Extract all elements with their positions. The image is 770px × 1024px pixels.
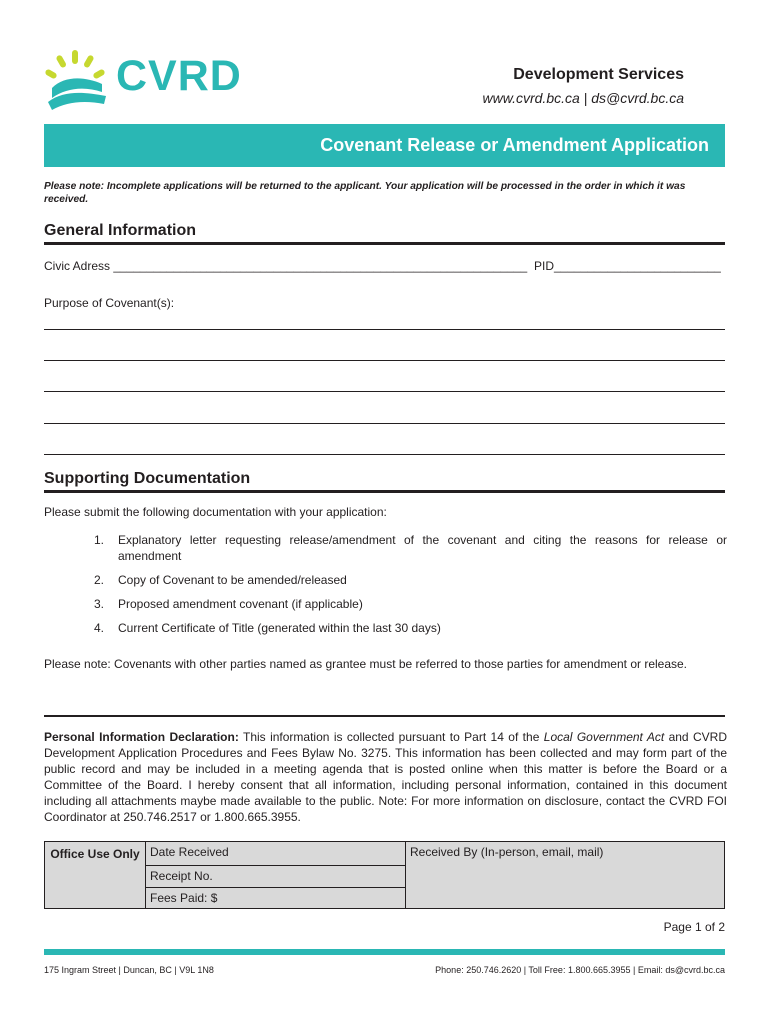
- civic-address-field[interactable]: Civic Adress ______________________________________________________________: [44, 259, 528, 273]
- received-by-cell[interactable]: Received By (In-person, email, mail): [405, 842, 725, 908]
- purpose-line[interactable]: [44, 391, 725, 392]
- cvrd-logo: [44, 48, 259, 114]
- declaration-label: Personal Information Declaration:: [44, 730, 239, 744]
- office-use-label: Office Use Only: [50, 847, 140, 861]
- purpose-line[interactable]: [44, 360, 725, 361]
- form-title: Covenant Release or Amendment Application: [320, 135, 709, 155]
- sun-wave-icon: [44, 48, 110, 114]
- grantee-note: Please note: Covenants with other parties named as grantee must be referred to those parties for amendment or release.: [44, 657, 688, 671]
- fees-paid-cell[interactable]: Fees Paid: $: [145, 887, 405, 909]
- department-name: Development Services: [513, 66, 684, 83]
- date-received-cell[interactable]: Date Received: [145, 842, 405, 865]
- act-name: Local Government Act: [543, 730, 665, 744]
- supporting-intro: Please submit the following documentation with your application:: [44, 505, 387, 519]
- footer-bar: [44, 949, 725, 955]
- title-banner: [44, 124, 725, 167]
- purpose-label: Purpose of Covenant(s):: [44, 296, 175, 310]
- office-use-table: [44, 841, 725, 909]
- page-number: Page 1 of 2: [663, 920, 725, 934]
- section-divider: [44, 715, 725, 717]
- purpose-line[interactable]: [44, 454, 725, 455]
- supporting-documentation-heading: Supporting Documentation: [44, 470, 725, 493]
- list-item: 3. Proposed amendment covenant (if applicable): [94, 597, 363, 611]
- list-item: 1. Explanatory letter requesting release/amendment of the covenant and citing the reasons for release or amendment: [94, 533, 727, 563]
- documentation-list: [94, 532, 727, 644]
- purpose-line[interactable]: [44, 329, 725, 330]
- list-item: 4. Current Certificate of Title (generated within the last 30 days): [94, 621, 441, 635]
- pid-field[interactable]: PID_________________________: [534, 259, 721, 273]
- list-item: 2. Copy of Covenant to be amended/released: [94, 573, 347, 587]
- contact-info: www.cvrd.bc.ca | ds@cvrd.bc.ca: [482, 90, 684, 106]
- footer-address: 175 Ingram Street | Duncan, BC | V9L 1N8: [44, 965, 214, 975]
- header-contact-block: [483, 66, 684, 106]
- personal-information-declaration: Personal Information Declaration: This information is collected pursuant to Part 14 of the Local Government Act and CVRD Development Application Procedures and Fees Bylaw No. 3275. This information has been collected and may form part of the public record and may be included in a meeting agenda that is posted online when this matter is before the Board or a Committee of the Board. I hereby consent that all information, including personal information, contained in this document including all attachments maybe made available to the public. Note: For more information on disclosure, contact the CVRD FOI Coordinator at 250.746.2517 or 1.800.665.3955.: [44, 730, 727, 824]
- footer-contact: Phone: 250.746.2620 | Toll Free: 1.800.665.3955 | Email: ds@cvrd.bc.ca: [435, 965, 725, 975]
- purpose-line[interactable]: [44, 423, 725, 424]
- receipt-number-cell[interactable]: Receipt No.: [145, 865, 405, 887]
- general-information-heading: General Information: [44, 222, 725, 245]
- incomplete-notice: Please note: Incomplete applications will be returned to the applicant. Your application will be processed in the order in which it was received.: [44, 181, 686, 205]
- logo-text: CVRD: [116, 52, 242, 100]
